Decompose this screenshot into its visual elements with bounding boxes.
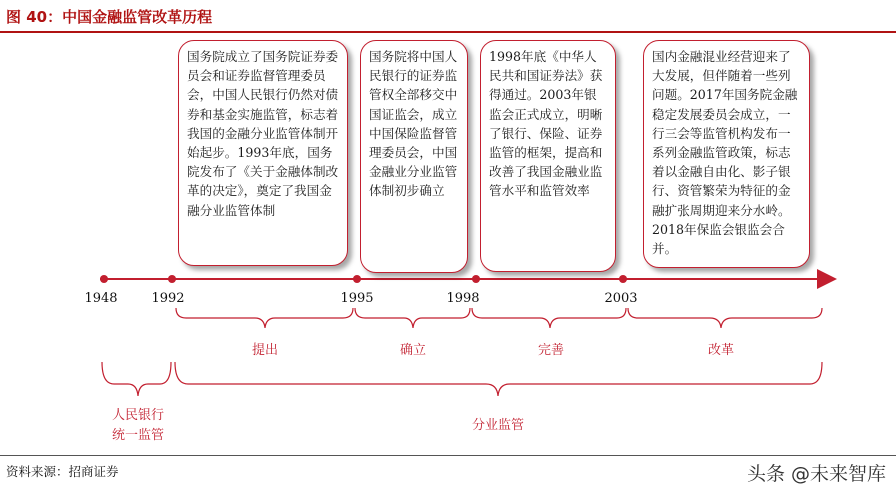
year-label-2003: 2003 (604, 291, 638, 306)
event-box-1995: 国务院将中国人民银行的证券监管权全部移交中国证监会，成立中国保险监督管理委员会，中国金融业分业监管体制初步确立 (360, 40, 468, 273)
watermark: 头条 @未来智库 (746, 463, 886, 485)
phase-label-reform: 改革 (707, 343, 735, 358)
year-dot-2003 (619, 275, 627, 283)
event-box-2017: 国内金融混业经营迎来了大发展，但伴随着一些列问题。2017年国务院金融稳定发展委员会成立，一行三会等监管机构发布一系列金融监管政策，标志着以金融自由化、影子银行、资管繁荣为特征的金融扩张周期迎来分水岭。 2018年保监会银监会合并。 (643, 40, 810, 268)
year-label-1948: 1948 (84, 291, 118, 306)
figure-title: 图 40：中国金融监管改革历程 (6, 8, 213, 26)
phase-label-establish: 确立 (399, 343, 427, 358)
phase-label-improve: 完善 (537, 343, 565, 358)
year-dot-1995 (353, 275, 361, 283)
year-label-1998: 1998 (446, 291, 480, 306)
event-box-1998: 1998年底《中华人民共和国证券法》获得通过。2003年银监会正式成立，明晰了银行、保险、证券监管的框架，提高和改善了我国金融业监管水平和监管效率 (480, 40, 616, 272)
era-label-unified: 人民银行 统一监管 (111, 408, 164, 443)
year-label-1995: 1995 (340, 291, 374, 306)
phase-label-propose: 提出 (251, 343, 279, 358)
era-brace-2 (175, 362, 822, 396)
year-dot-1948 (100, 275, 108, 283)
event-box-1992: 国务院成立了国务院证券委员会和证券监督管理委员会，中国人民银行仍然对债券和基金实施监管，标志着我国的金融分业监管体制开始起步。1993年底，国务院发布了《关于金融体制改革的决定》，奠定了我国金融分业监管体制 (178, 40, 348, 266)
source-note: 资料来源：招商证券 (6, 464, 119, 479)
footer-rule (0, 455, 896, 456)
year-dot-1998 (472, 275, 480, 283)
era-label-separate: 分业监管 (471, 418, 525, 433)
era-brace-1 (102, 362, 171, 396)
phase-brace-1 (176, 308, 353, 328)
phase-brace-4 (628, 308, 822, 328)
phase-brace-2 (355, 308, 470, 328)
year-label-1992: 1992 (151, 291, 185, 306)
phase-brace-3 (472, 308, 626, 328)
year-dot-1992 (168, 275, 176, 283)
